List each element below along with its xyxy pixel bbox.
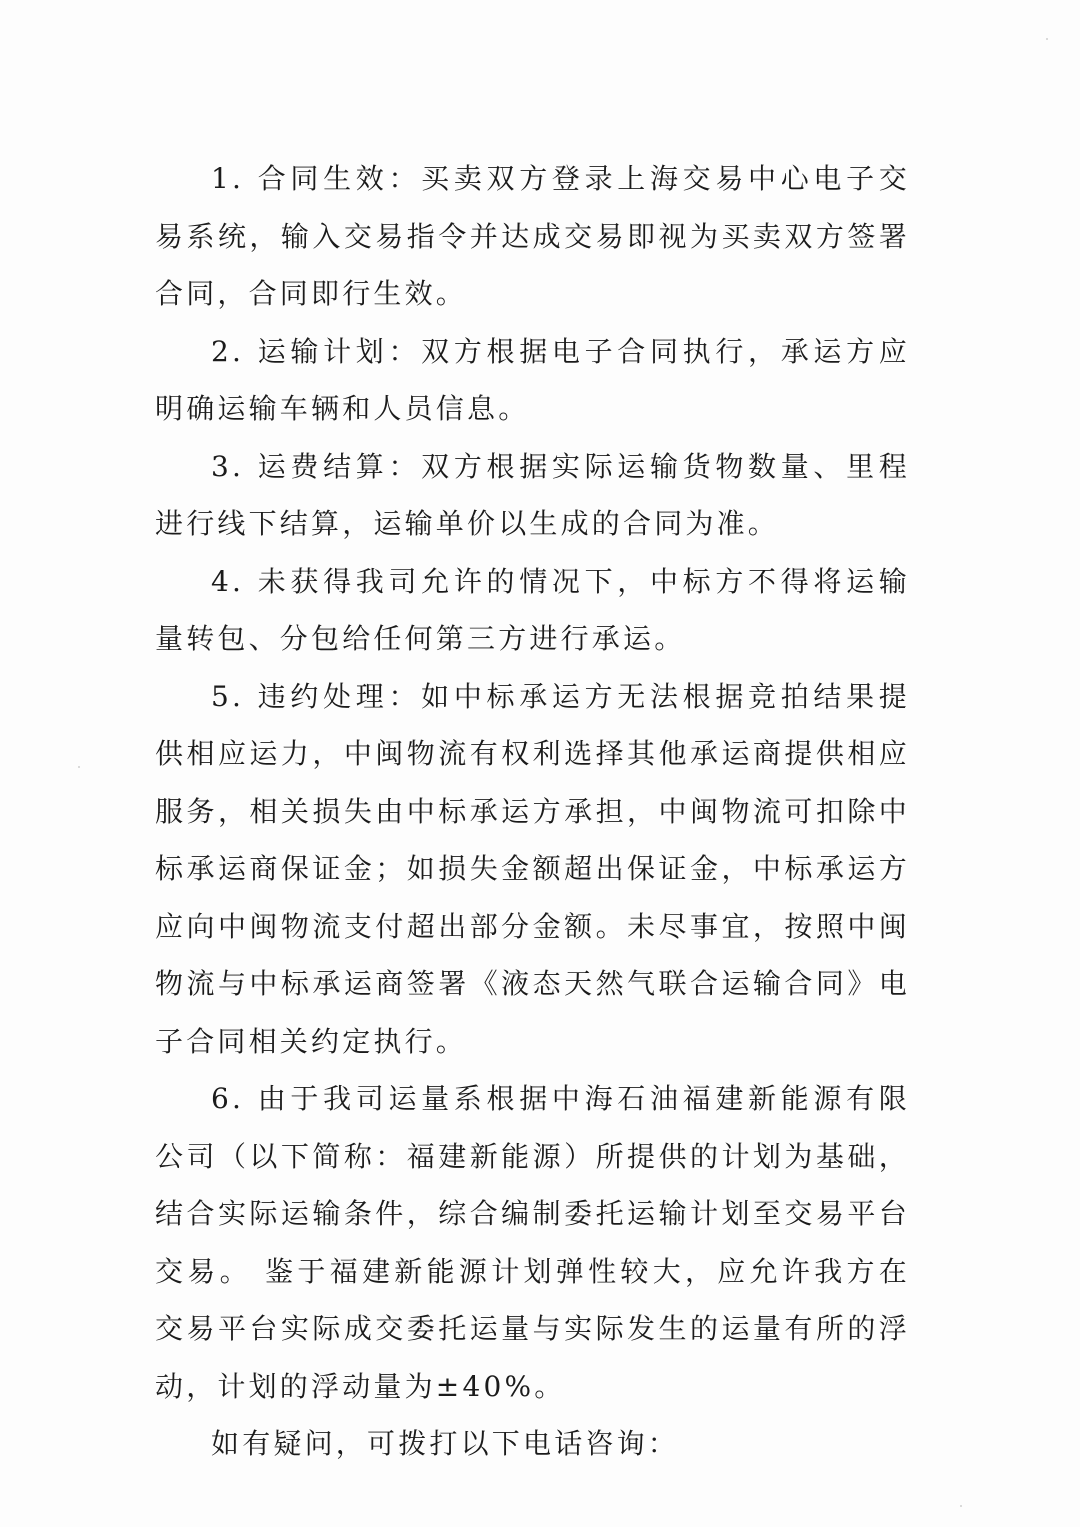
paragraph-contact-prompt: 如有疑问，可拨打以下电话咨询： [211, 1427, 680, 1460]
paragraph-transport-plan: 2. 运输计划：双方根据电子合同执行，承运方应明确运输车辆和人员信息。 [155, 334, 910, 425]
paragraph-no-subcontracting: 4. 未获得我司允许的情况下，中标方不得将运输量转包、分包给任何第三方进行承运。 [155, 564, 910, 655]
scan-speck [960, 1505, 962, 1507]
scan-speck [1046, 38, 1048, 40]
document-body [155, 150, 910, 1473]
scan-speck [78, 766, 80, 768]
paragraph-volume-fluctuation: 6. 由于我司运量系根据中海石油福建新能源有限公司（以下简称：福建新能源）所提供的计划为基础，结合实际运输条件，综合编制委托运输计划至交易平台交易。 鉴于福建新能源计划弹性较大，应允许我方在交易平台实际成交委托运量与实际发生的运量有所的浮动，计划的浮动量为±40%。 [155, 1082, 910, 1403]
paragraph-contract-effective: 1. 合同生效：买卖双方登录上海交易中心电子交易系统，输入交易指令并达成交易即视为买卖双方签署合同，合同即行生效。 [155, 162, 910, 310]
paragraph-freight-settlement: 3. 运费结算：双方根据实际运输货物数量、里程进行线下结算，运输单价以生成的合同为准。 [155, 449, 910, 540]
paragraph-breach-handling: 5. 违约处理：如中标承运方无法根据竞拍结果提供相应运力，中闽物流有权利选择其他承运商提供相应服务，相关损失由中标承运方承担，中闽物流可扣除中标承运商保证金；如损失金额超出保证金，中标承运方应向中闽物流支付超出部分金额。未尽事宜，按照中闽物流与中标承运商签署《液态天然气联合运输合同》电子合同相关约定执行。 [155, 679, 910, 1058]
